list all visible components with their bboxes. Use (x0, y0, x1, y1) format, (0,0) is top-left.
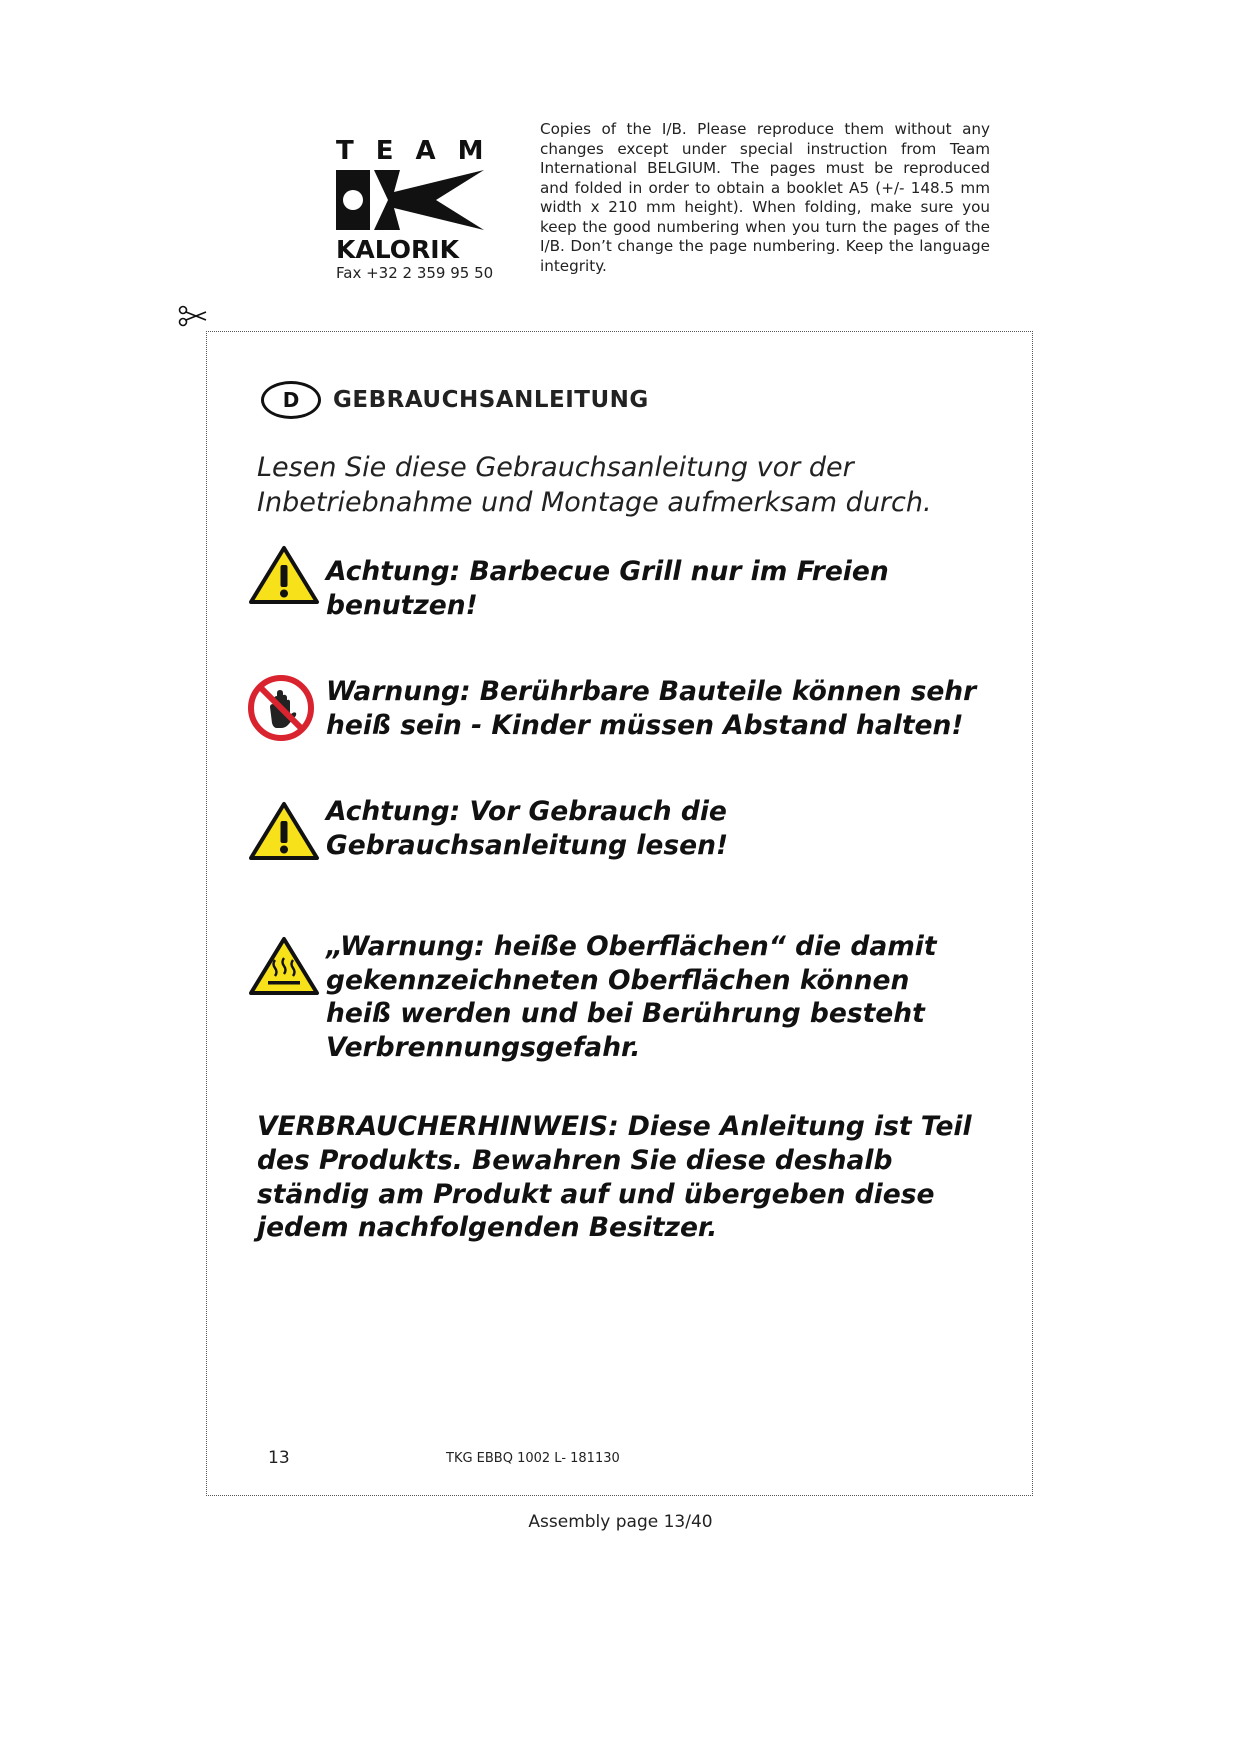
warning-text: „Warnung: heiße Oberflächen“ die damit gekennzeichneten Oberflächen können heiß werden und bei Berührung besteht Verbrennungsgefahr. (326, 931, 937, 1063)
model-reference: TKG EBBQ 1002 L- 181130 (446, 1451, 620, 1466)
no-touch-icon (248, 675, 314, 741)
warning-text: Achtung: Vor Gebrauch die Gebrauchsanleitung lesen! (326, 796, 729, 861)
fax-number: Fax +32 2 359 95 50 (336, 264, 494, 282)
copies-instructions: Copies of the I/B. Please reproduce them without any changes except under special instruction from Team International BELGIUM. The pages must be reproduced and folded in order to obtain a booklet A5 (+/- 148.5 mm width x 210 mm height). When folding, make sure you keep the good numbering when you turn the pages of the I/B. Don’t change the page numbering. Keep the language integrity. (540, 120, 990, 275)
warning-item (248, 545, 1008, 622)
page-number: 13 (268, 1448, 290, 1468)
section-title-row (261, 380, 649, 420)
hot-surface-icon (248, 936, 320, 996)
logo-team-text: TEAM (336, 136, 506, 166)
language-badge: D (261, 381, 321, 419)
intro-text: Lesen Sie diese Gebrauchsanleitung vor der Inbetriebnahme und Montage aufmerksam durch. (257, 452, 932, 518)
logo-k-mark-icon (336, 170, 484, 230)
consumer-notice: VERBRAUCHERHINWEIS: Diese Anleitung ist Teil des Produkts. Bewahren Sie diese deshalb ständig am Produkt auf und übergeben diese jedem nachfolgenden Besitzer. (257, 1111, 972, 1244)
warning-triangle-icon (248, 545, 320, 605)
logo-brand-text: KALORIK (336, 235, 459, 264)
warning-text: Achtung: Barbecue Grill nur im Freien benutzen! (326, 556, 889, 621)
scissors-icon (178, 305, 208, 327)
warning-item (248, 675, 988, 745)
page-title: GEBRAUCHSANLEITUNG (333, 387, 649, 413)
warning-triangle-icon (248, 801, 320, 861)
assembly-page-label: Assembly page 13/40 (528, 1512, 713, 1532)
warning-text: Warnung: Berührbare Bauteile können sehr heiß sein - Kinder müssen Abstand halten! (326, 676, 977, 741)
warning-item (248, 795, 1008, 865)
kalorik-logo (336, 136, 506, 264)
warning-item (248, 930, 988, 1064)
